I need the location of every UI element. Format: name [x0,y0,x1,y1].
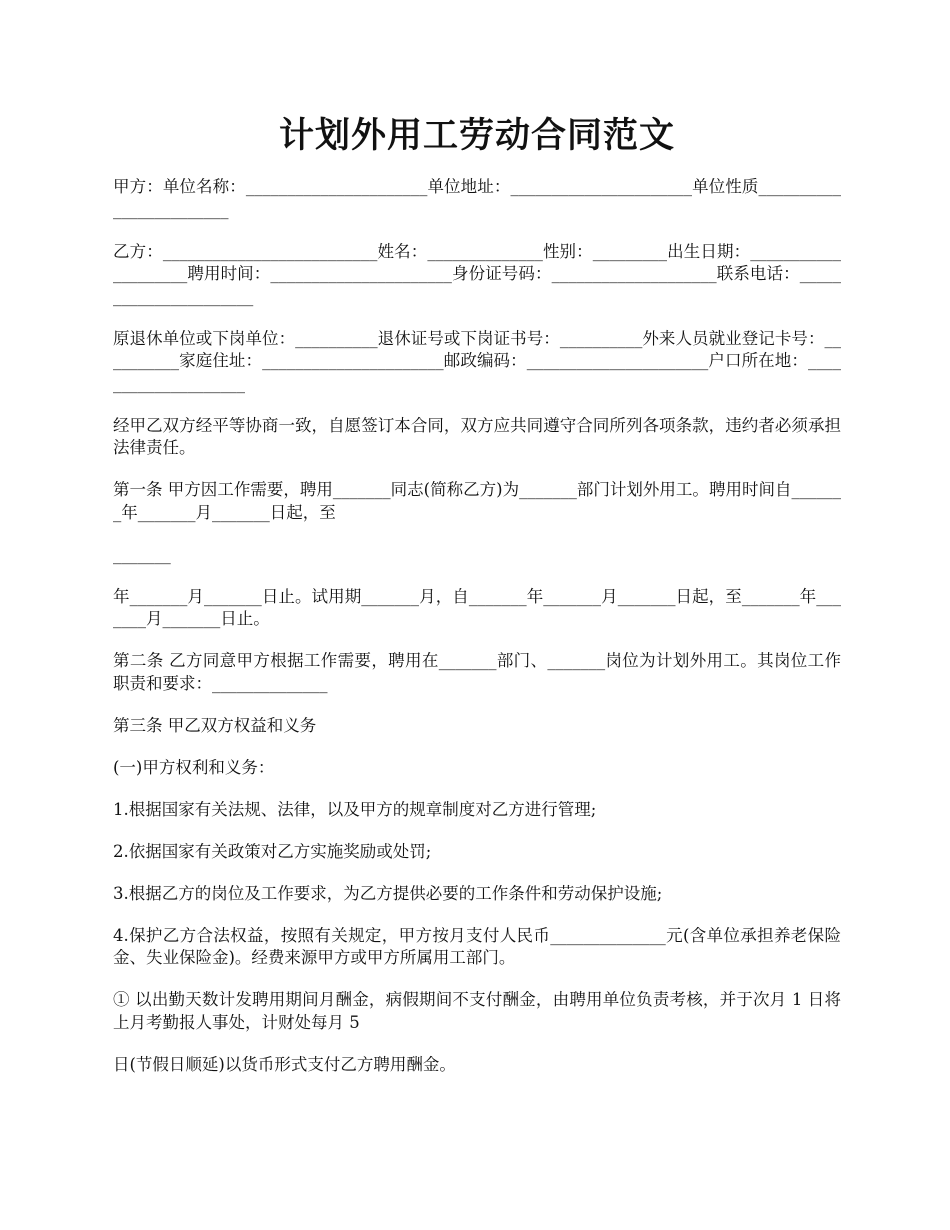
article-1-continuation: 年_______月_______日止。试用期_______月，自_______年_______月_______日起，至_______年_______月_______日止。 [113,586,841,628]
article-1-paragraph: 第一条 甲方因工作需要，聘用_______同志(简称乙方)为_______部门计划外用工。聘用时间自_______年_______月_______日起，至 [113,480,841,522]
sub-item-1: ① 以出勤天数计发聘用期间月酬金，病假期间不支付酬金，由聘用单位负责考核，并于次月 1 日将上月考勤报人事处，计财处每月 5 [113,990,841,1032]
article-1-blank-line: _______ [113,544,171,564]
party-a-info: 甲方：单位名称：______________________单位地址：______________________单位性质________________________ [113,177,841,219]
list-item-1: 1.根据国家有关法规、法律，以及甲方的规章制度对乙方进行管理; [113,799,597,819]
retirement-info: 原退休单位或下岗单位：__________退休证号或下岗证书号：__________外来人员就业登记卡号：__________家庭住址：______________________邮政编码：______________________户口所在地：____________________ [113,328,841,393]
document-page [113,108,841,1096]
list-item-4: 4.保护乙方合法权益，按照有关规定，甲方按月支付人民币______________元(含单位承担养老保险金、失业保险金)。经费来源甲方或甲方所属用工部门。 [113,925,841,967]
sub-item-1-continuation: 日(节假日顺延)以货币形式支付乙方聘用酬金。 [113,1054,456,1074]
party-b-info: 乙方：__________________________姓名：______________性别：_________出生日期：____________________聘用时间：______________________身份证号码：____________________联系电话：______________________ [113,241,841,306]
list-item-2: 2.依据国家有关政策对乙方实施奖励或处罚; [113,841,432,861]
article-2-paragraph: 第二条 乙方同意甲方根据工作需要，聘用在_______部门、_______岗位为计划外用工。其岗位工作职责和要求：______________ [113,651,841,693]
party-a-rights-heading: (一)甲方权利和义务： [113,757,275,777]
document-title: 计划外用工劳动合同范文 [278,115,675,156]
list-item-3: 3.根据乙方的岗位及工作要求，为乙方提供必要的工作条件和劳动保护设施; [113,883,663,903]
article-3-heading: 第三条 甲乙双方权益和义务 [113,715,317,735]
preamble-paragraph: 经甲乙双方经平等协商一致，自愿签订本合同，双方应共同遵守合同所列各项条款，违约者必须承担法律责任。 [113,415,841,457]
